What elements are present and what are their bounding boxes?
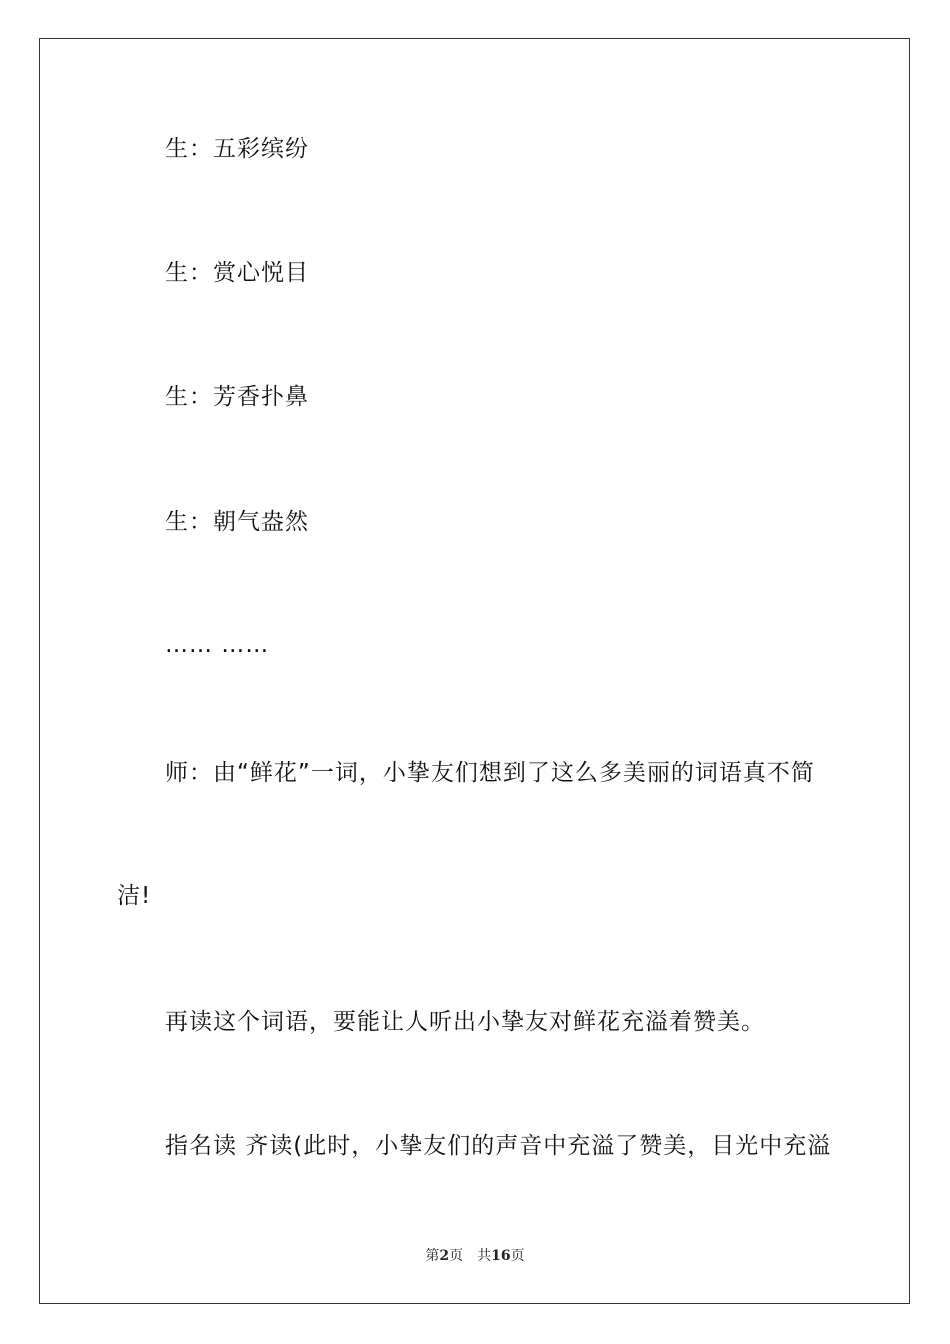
text-line: 再读这个词语，要能让人听出小挚友对鲜花充溢着赞美。 — [165, 1009, 765, 1035]
total-suffix: 页 — [510, 1248, 525, 1264]
page-suffix: 页 — [449, 1248, 464, 1264]
text-line: 洁! — [117, 883, 152, 909]
page-prefix: 第 — [425, 1248, 440, 1264]
text-line: 生：朝气盎然 — [165, 509, 309, 535]
text-line: 生：赏心悦目 — [165, 260, 309, 286]
total-prefix: 共 — [477, 1248, 492, 1264]
text-line: 师：由“鲜花”一词，小挚友们想到了这么多美丽的词语真不简 — [165, 760, 815, 786]
text-line: 生：五彩缤纷 — [165, 136, 309, 162]
page-number: 2 — [439, 1248, 450, 1264]
page-border — [39, 38, 910, 1304]
text-line: 生：芳香扑鼻 — [165, 384, 309, 410]
page-footer — [0, 1247, 950, 1265]
ellipsis-line: …… …… — [165, 632, 270, 658]
text-line: 指名读 齐读(此时，小挚友们的声音中充溢了赞美，目光中充溢 — [165, 1133, 832, 1159]
total-pages: 16 — [491, 1248, 511, 1264]
